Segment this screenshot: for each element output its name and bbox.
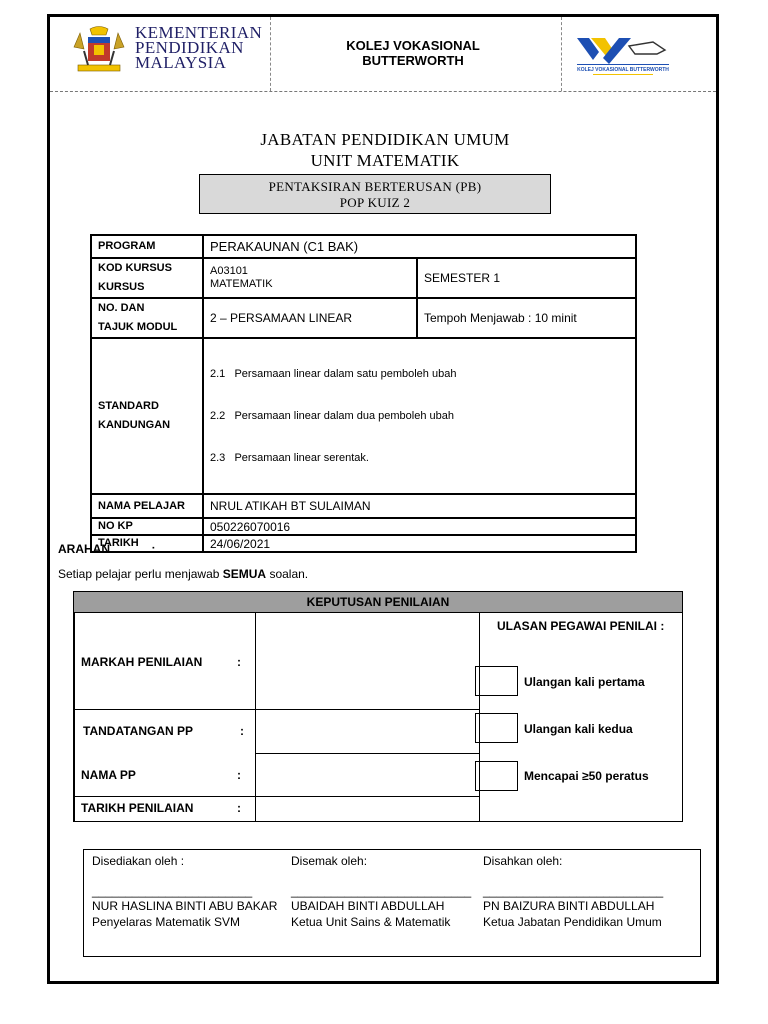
- checked-by-signature-line: ___________________________: [291, 884, 472, 898]
- quiz-title: POP KUIZ 2: [339, 195, 411, 210]
- assessment-date-label: TARIKH PENILAIAN: [81, 801, 194, 815]
- ministry-crest-logo: [68, 25, 130, 75]
- standard-item: 2.1 Persamaan linear dalam satu pemboleh ubah: [210, 368, 457, 380]
- college-name-line1: KOLEJ VOKASIONAL: [346, 38, 480, 53]
- unit-title: UNIT MATEMATIK: [310, 151, 460, 170]
- course-code-label: [91, 258, 203, 298]
- checked-by-block: [291, 853, 477, 930]
- module-label-line2: TAJUK MODUL: [98, 321, 178, 333]
- kursus-value: MATEMATIK: [210, 278, 273, 290]
- student-name-value: NRUL ATIKAH BT SULAIMAN: [203, 494, 636, 518]
- signature-colon: :: [240, 724, 244, 738]
- assessment-title: PENTAKSIRAN BERTERUSAN (PB): [268, 179, 482, 194]
- college-name-line2: BUTTERWORTH: [362, 53, 464, 68]
- kursus-label: KURSUS: [98, 281, 145, 293]
- semester-value: SEMESTER 1: [417, 258, 636, 298]
- prepared-by-block: [92, 853, 282, 930]
- evaluation-heading: KEPUTUSAN PENILAIAN: [74, 592, 682, 613]
- assessment-title-box: [199, 174, 551, 214]
- mark-field[interactable]: [256, 613, 479, 708]
- header-divider: [270, 17, 271, 91]
- grid-divider: [74, 709, 255, 710]
- kvb-logo-caption: KOLEJ VOKASIONAL BUTTERWORTH: [577, 67, 669, 73]
- first-repeat-checkbox[interactable]: [475, 666, 518, 696]
- module-value: 2 – PERSAMAAN LINEAR: [203, 298, 417, 338]
- instructions-text-end: soalan.: [266, 567, 309, 581]
- student-info-table: [90, 234, 637, 553]
- second-repeat-label: Ulangan kali kedua: [524, 722, 633, 736]
- approved-by-title: Ketua Jabatan Pendidikan Umum: [483, 915, 662, 929]
- instructions-text: [58, 567, 308, 581]
- achieved-checkbox[interactable]: [475, 761, 518, 791]
- kvb-logo: [573, 30, 673, 80]
- module-label-line1: NO. DAN: [98, 302, 145, 314]
- kod-value: A03101: [210, 265, 248, 277]
- achieved-label: Mencapai ≥50 peratus: [524, 769, 649, 783]
- ministry-line: KEMENTERIAN: [135, 23, 263, 42]
- ic-number-label: NO KP: [91, 518, 203, 535]
- assessor-name-label: NAMA PP: [81, 768, 136, 782]
- student-name-label: NAMA PELAJAR: [91, 494, 203, 518]
- ministry-line: MALAYSIA: [135, 53, 227, 72]
- signature-label: TANDATANGAN PP: [83, 724, 193, 738]
- checked-by-title: Ketua Unit Sains & Matematik: [291, 915, 451, 929]
- approved-by-block: [483, 853, 695, 930]
- header-divider: [561, 17, 562, 91]
- approved-by-label: Disahkan oleh:: [483, 854, 563, 868]
- instructions-text-emphasis: SEMUA: [222, 567, 267, 581]
- instructions-heading: [58, 542, 155, 556]
- signature-field[interactable]: [256, 710, 479, 752]
- instructions-colon: :: [151, 542, 156, 556]
- department-title: JABATAN PENDIDIKAN UMUM: [260, 130, 510, 149]
- kod-kursus-label: KOD KURSUS: [98, 262, 172, 274]
- course-code-value: [203, 258, 417, 298]
- answer-duration: Tempoh Menjawab : 10 minit: [417, 298, 636, 338]
- date-value: 24/06/2021: [203, 535, 636, 552]
- standard-item: 2.3 Persamaan linear serentak.: [210, 452, 369, 464]
- reviewer-comments-label: ULASAN PEGAWAI PENILAI :: [497, 619, 665, 633]
- assessment-date-colon: :: [237, 801, 241, 815]
- standard-label-line2: KANDUNGAN: [98, 419, 171, 431]
- mark-colon: :: [237, 655, 241, 669]
- assessor-name-field[interactable]: [256, 754, 479, 795]
- instructions-text-start: Setiap pelajar perlu menjawab: [58, 567, 223, 581]
- second-repeat-checkbox[interactable]: [475, 713, 518, 743]
- approved-by-signature-line: ___________________________: [483, 884, 664, 898]
- approved-by-name: PN BAIZURA BINTI ABDULLAH: [483, 899, 655, 913]
- prepared-by-signature-line: ________________________: [92, 884, 253, 898]
- first-repeat-label: Ulangan kali pertama: [524, 675, 645, 689]
- date-label: TARIKH: [91, 535, 203, 552]
- prepared-by-label: Disediakan oleh :: [92, 854, 185, 868]
- standard-item: 2.2 Persamaan linear dalam dua pemboleh ubah: [210, 410, 454, 422]
- prepared-by-name: NUR HASLINA BINTI ABU BAKAR: [92, 899, 278, 913]
- checked-by-name: UBAIDAH BINTI ABDULLAH: [291, 899, 445, 913]
- ministry-line: PENDIDIKAN: [135, 38, 244, 57]
- instructions-label: ARAHAN: [58, 542, 110, 556]
- standard-label: [91, 338, 203, 494]
- ic-number-value: 050226070016: [203, 518, 636, 535]
- grid-divider: [74, 796, 255, 797]
- program-label: PROGRAM: [91, 235, 203, 258]
- standard-list: [203, 338, 636, 494]
- ministry-name: [135, 25, 262, 70]
- program-value: PERAKAUNAN (C1 BAK): [203, 235, 636, 258]
- prepared-by-title: Penyelaras Matematik SVM: [92, 915, 241, 929]
- standard-label-line1: STANDARD: [98, 400, 159, 412]
- college-name: [300, 38, 526, 68]
- module-label: [91, 298, 203, 338]
- mark-label: MARKAH PENILAIAN: [81, 655, 203, 669]
- assessor-name-colon: :: [237, 768, 241, 782]
- assessment-date-field[interactable]: [256, 797, 479, 821]
- checked-by-label: Disemak oleh:: [291, 854, 368, 868]
